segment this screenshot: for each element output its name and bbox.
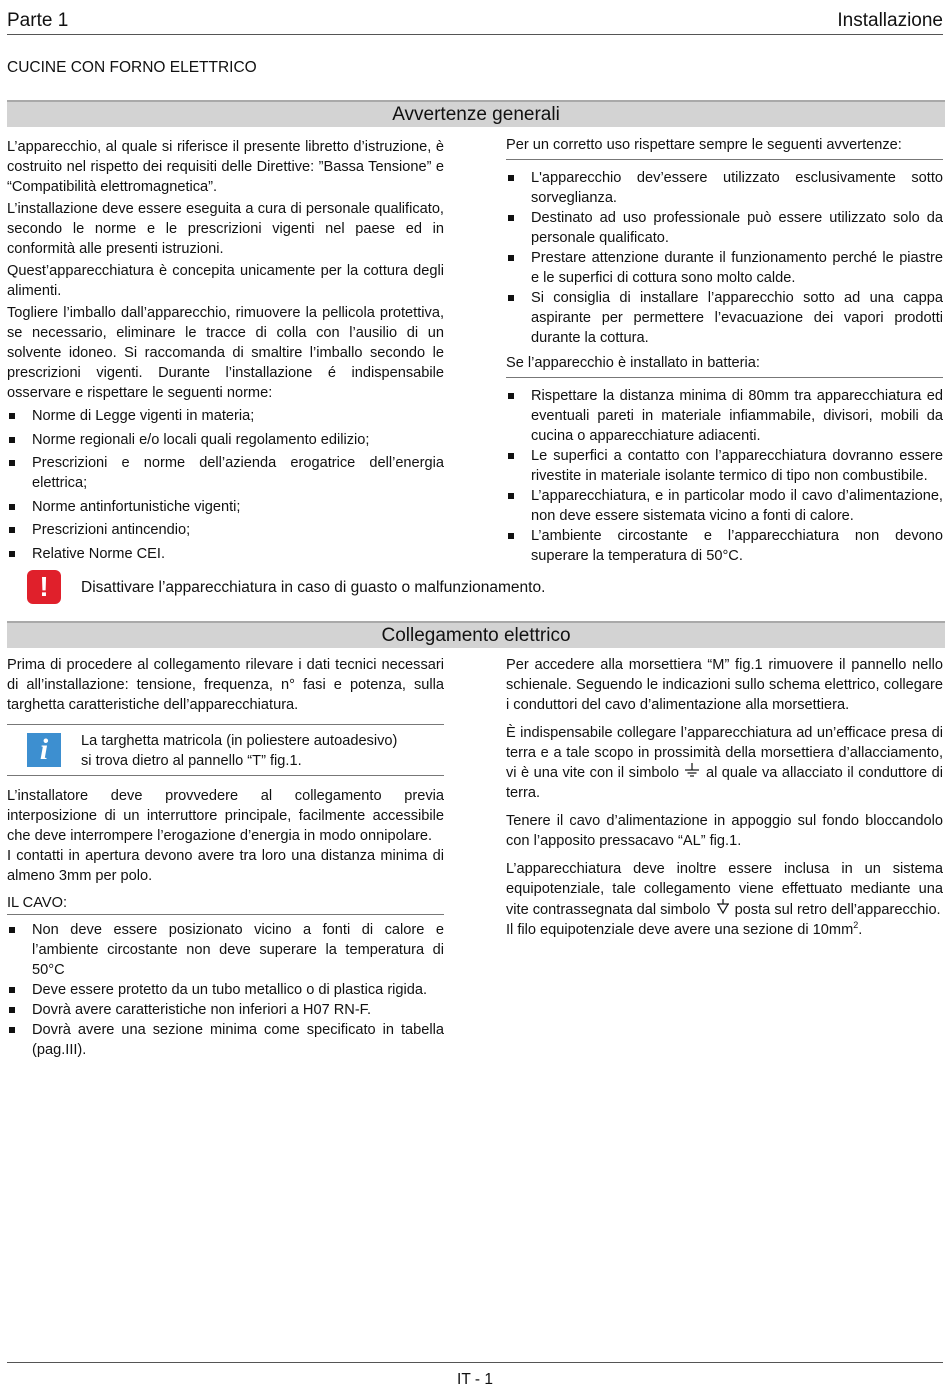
paragraph: Prima di procedere al collegamento rilevare i dati tecnici necessari di all’installazione: tensione, frequenza, n° fasi e potenza, sulla targhetta caratteristiche dell’apparecchiatura. [7,657,444,713]
text-span: È indispensabile collegare l’apparecchiatura ad un’efficace presa di terra e a tale scopo in prossimità della morsettiera d’allacciamento, vi è una vite con il simbolo [506,725,943,781]
list-item: L'apparecchio dev’essere utilizzato esclusivamente sotto sorveglianza. [506,168,943,208]
list-item: L’ambiente circostante e l’apparecchiatura non devono superare la temperatura di 50°C. [506,526,943,566]
text-span: posta sul retro dell’apparecchio. [734,902,941,918]
battery-list [506,386,943,566]
list-item: Non deve essere posizionato vicino a fonti di calore e l’ambiente circostante non deve superare la temperatura di 50°C [7,920,444,980]
info-icon: i [27,733,61,767]
paragraph: Tenere il cavo d’alimentazione in appoggio sul fondo bloccandolo con l’apposito pressacavo “AL” fig.1. [506,813,943,849]
paragraph: Togliere l’imballo dall’apparecchio, rimuovere la pellicola protettiva, se necessario, eliminare le tracce di colla con l’ausilio di un solvente idoneo. Si raccomanda di smaltire l’imballo secondo le prescrizioni vigenti. Durante l’installazione é indispensabile osservare e rispettare le seguenti norme: [7,305,444,401]
battery-lead: Se l’apparecchio è installato in batteria: [506,353,943,378]
list-item: Norme antinfortunistiche vigenti; [7,497,444,517]
footer-divider [7,1362,943,1363]
section-title-collegamento: Collegamento elettrico [7,621,945,648]
avvertenze-right-column [506,135,943,566]
ground-symbol-icon [683,763,701,779]
warning-icon: ! [27,570,61,604]
paragraph: I contatti in apertura devono avere tra loro una distanza minima di almeno 3mm per polo. [7,848,444,884]
info-note: La targhetta matricola (in poliestere autoadesivo) si trova dietro al pannello “T” fig.1. [81,733,398,769]
paragraph [506,723,943,803]
paragraph: L’installazione deve essere eseguita a cura di personale qualificato, secondo le norme e le prescrizioni vigenti nel paese ed in conformità alle presenti istruzioni. [7,201,444,257]
text-span: Il filo equipotenziale deve avere una sezione di 10mm [506,922,854,938]
list-item: Norme di Legge vigenti in materia; [7,406,444,426]
document-subtitle: CUCINE CON FORNO ELETTRICO [7,59,257,76]
usage-lead: Per un corretto uso rispettare sempre le seguenti avvertenze: [506,135,943,160]
list-item: Prestare attenzione durante il funzionamento perché le piastre e le superfici di cottura sono molto calde. [506,248,943,288]
list-item: Norme regionali e/o locali quali regolamento edilizio; [7,430,444,450]
norms-list [7,406,444,564]
list-item: Relative Norme CEI. [7,544,444,564]
list-item: Deve essere protetto da un tubo metallico o di plastica rigida. [7,980,444,1000]
warning-note: Disattivare l’apparecchiatura in caso di guasto o malfunzionamento. [81,579,546,596]
collegamento-left-column [7,655,444,1060]
list-item: Dovrà avere caratteristiche non inferiori a H07 RN-F. [7,1000,444,1020]
cable-heading: IL CAVO: [7,893,444,915]
paragraph: L’installatore deve provvedere al collegamento previa interposizione di un interruttore principale, facilmente accessibile che deve interrompere l’erogazione d’energia in modo onnipolare. [7,788,444,844]
page-number: IT - 1 [457,1371,493,1388]
usage-list [506,168,943,348]
text-span: . [858,922,863,938]
paragraph: Per accedere alla morsettiera “M” fig.1 rimuovere il pannello nello schienale. Seguendo le indicazioni sullo schema elettrico, collegare i conduttori del cavo d’alimentazione alla morsettiera. [506,657,943,713]
avvertenze-left-column [7,137,444,564]
info-box [7,724,444,776]
paragraph [506,859,943,920]
paragraph: L’apparecchio, al quale si riferisce il presente libretto d’istruzione, è costruito nel rispetto dei requisiti delle Direttive: ”Bassa Tensione” e “Compatibilità elettromagnetica”. [7,139,444,195]
list-item: Destinato ad uso professionale può essere utilizzato solo da personale qualificato. [506,208,943,248]
cable-list [7,920,444,1060]
list-item: Dovrà avere una sezione minima come specificato in tabella (pag.III). [7,1020,444,1060]
header-part: Parte 1 [7,10,69,31]
paragraph: Quest’apparecchiatura è concepita unicamente per la cottura degli alimenti. [7,263,444,299]
collegamento-right-column [506,655,943,940]
list-item: Le superfici a contatto con l’apparecchiatura dovranno essere rivestite in materiale isolante termico di tipo non combustibile. [506,446,943,486]
list-item: Prescrizioni e norme dell’azienda erogatrice dell’energia elettrica; [7,453,444,493]
page-header [7,8,943,35]
list-item: L’apparecchiatura, e in particolar modo il cavo d’alimentazione, non deve essere sistemata vicino a fonti di calore. [506,486,943,526]
equipotential-symbol-icon [715,899,731,915]
text-span: al quale va allacciato il conduttore di terra. [506,765,944,801]
list-item: Si consiglia di installare l’apparecchio sotto ad una cappa aspirante per permettere l’evacuazione dei vapori prodotti durante la cottura. [506,288,943,348]
section-title-avvertenze: Avvertenze generali [7,100,945,127]
list-item: Prescrizioni antincendio; [7,520,444,540]
paragraph [506,920,943,940]
header-section: Installazione [837,10,943,31]
superscript: 2 [853,920,859,931]
list-item: Rispettare la distanza minima di 80mm tra apparecchiatura ed eventuali pareti in materiale infiammabile, divisori, mobili da cucina o apparecchiature adiacenti. [506,386,943,446]
text-span: L’apparecchiatura deve inoltre essere inclusa in un sistema equipotenziale, tale collegamento viene effettuato mediante una vite contrassegnata dal simbolo [506,861,943,918]
